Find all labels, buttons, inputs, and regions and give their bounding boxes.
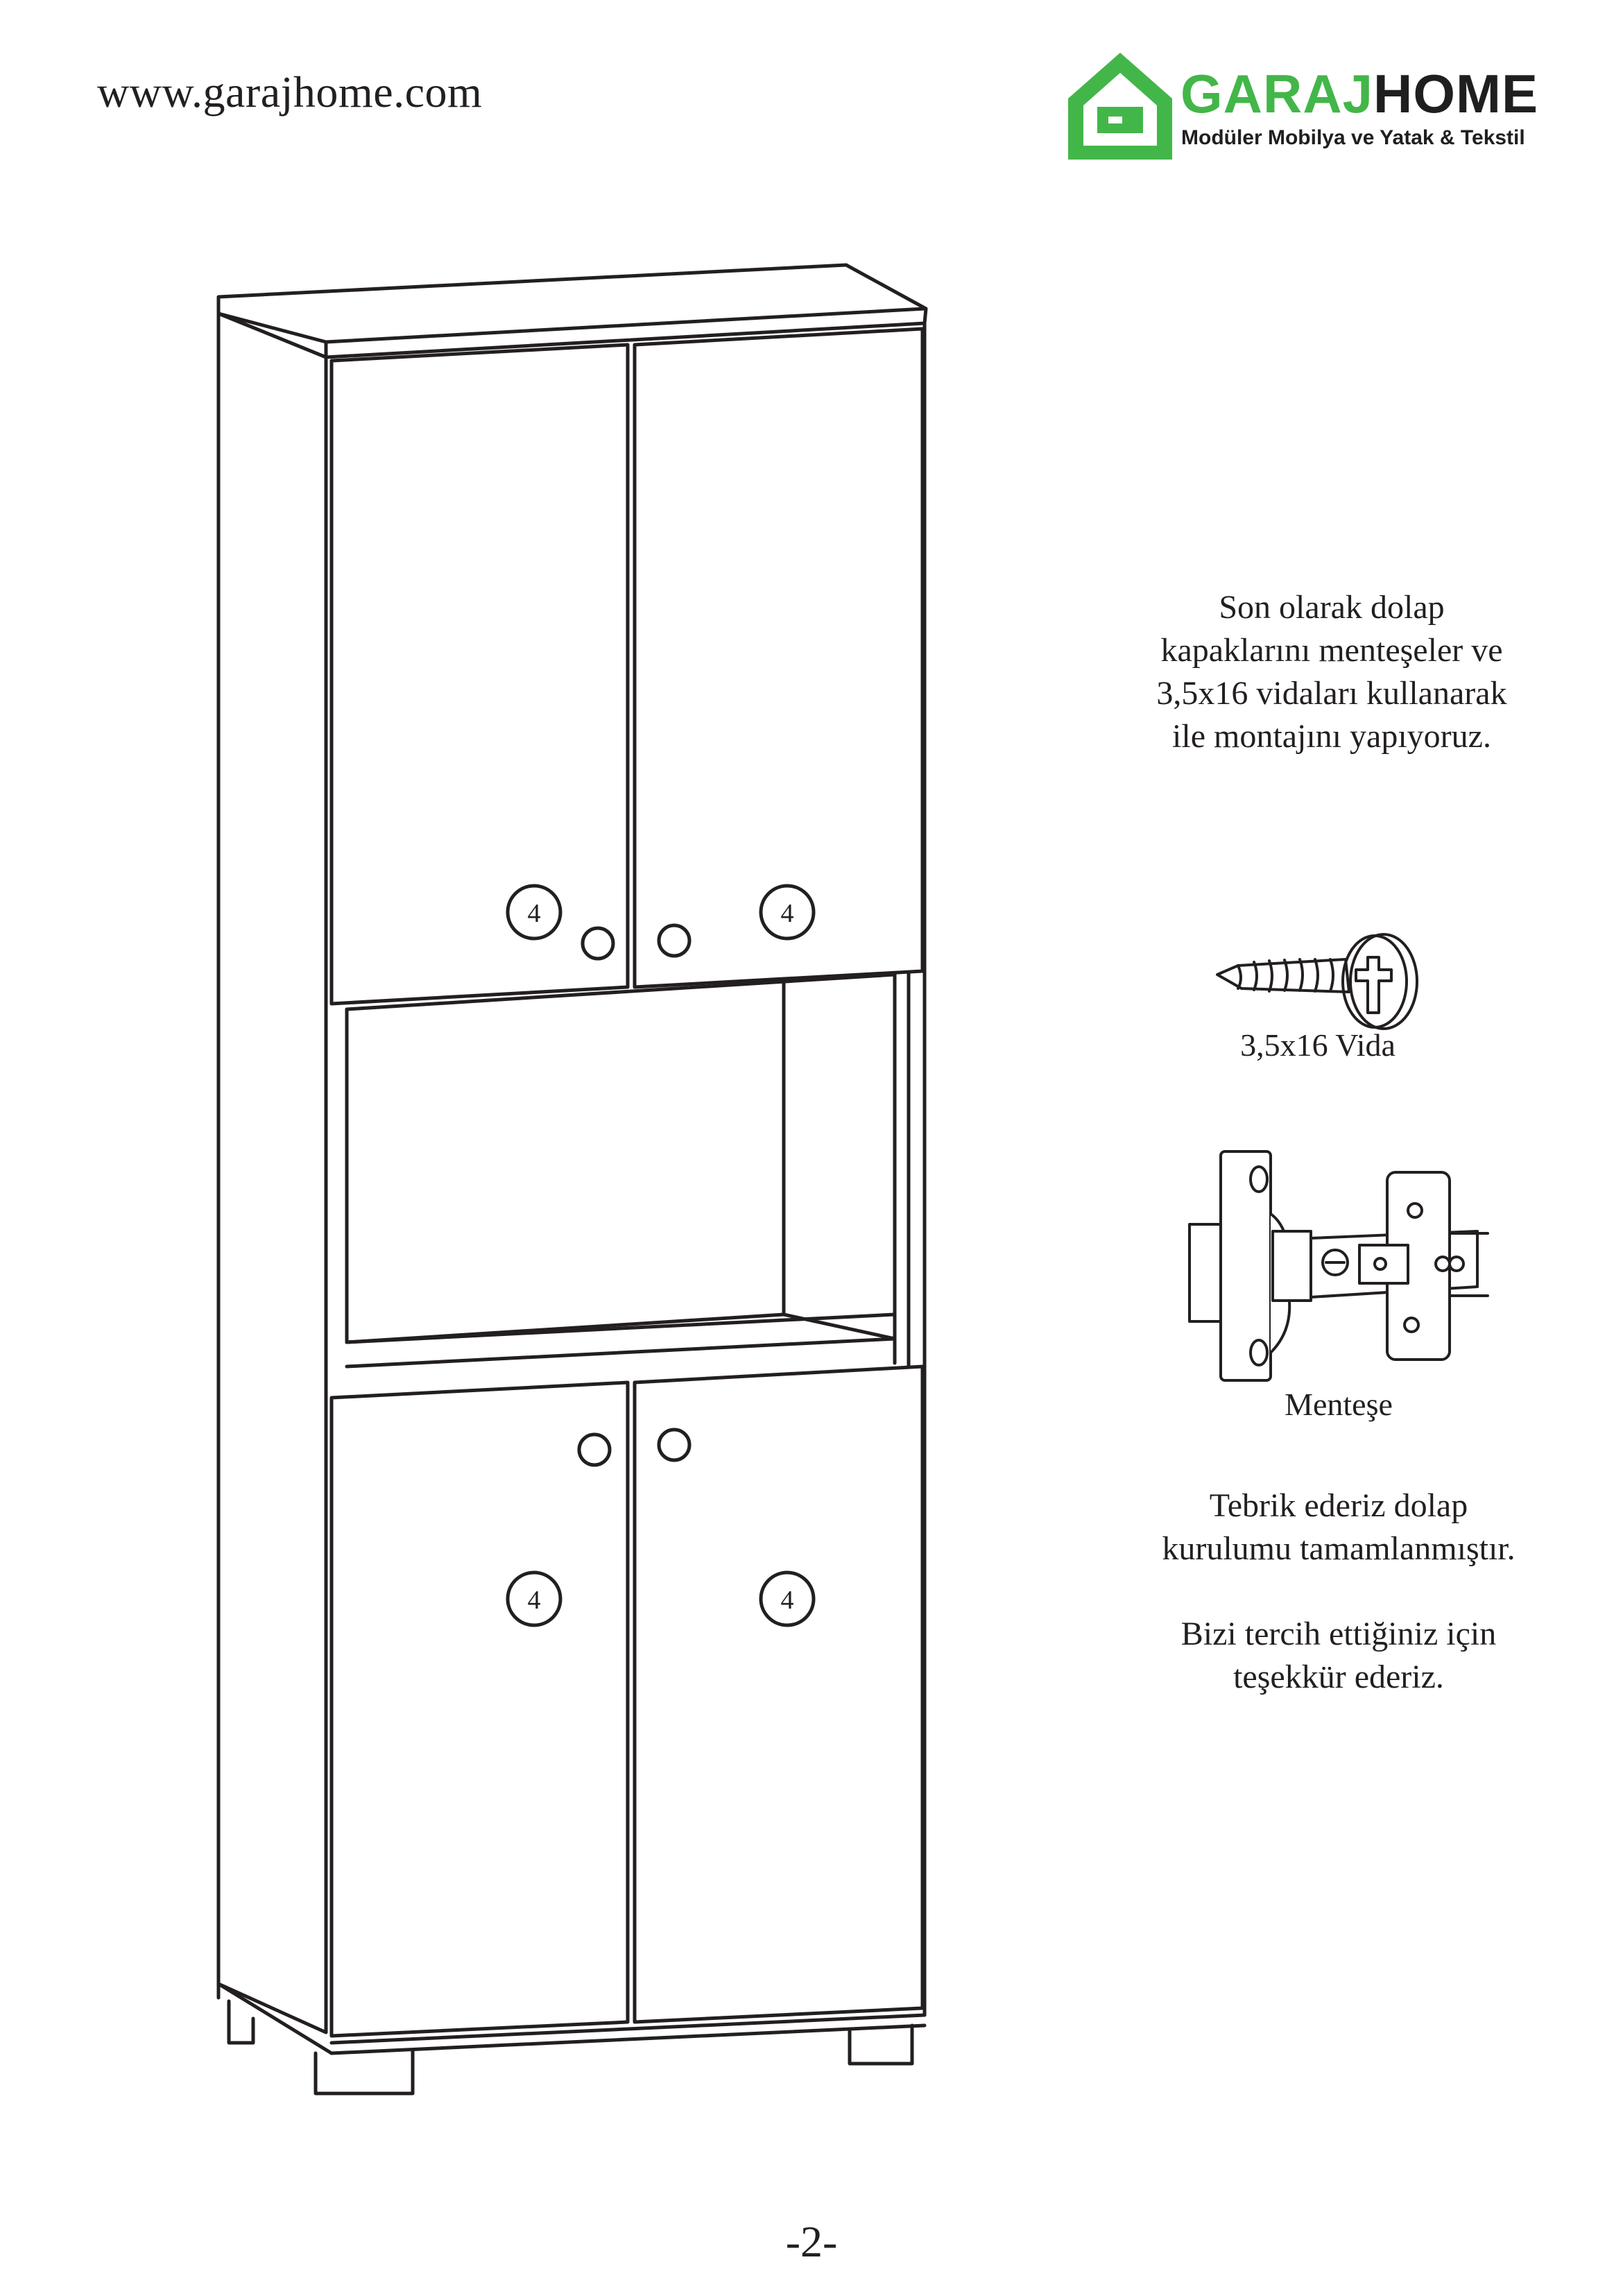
thanks-message xyxy=(1103,1613,1574,1699)
screw-icon xyxy=(1217,934,1417,1029)
step-instruction xyxy=(1110,586,1554,758)
text-line: Tebrik ederiz dolap xyxy=(1209,1487,1468,1524)
hinge-label: Menteşe xyxy=(1285,1387,1393,1422)
cabinet-illustration xyxy=(218,265,926,2093)
hinge-icon xyxy=(1190,1151,1488,1380)
hinge-count-label: 4 xyxy=(527,899,541,928)
text-line: kurulumu tamamlanmıştır. xyxy=(1162,1530,1515,1567)
logo-brand-dark: HOME xyxy=(1373,63,1539,124)
hinge-count-label: 4 xyxy=(780,1586,794,1615)
website-url: www.garajhome.com xyxy=(97,67,483,117)
hinge-count-label: 4 xyxy=(780,899,794,928)
page-number: -2- xyxy=(785,2217,838,2266)
hinge-count-label: 4 xyxy=(527,1586,541,1615)
congrats-message xyxy=(1103,1484,1574,1570)
text-line: teşekkür ederiz. xyxy=(1233,1659,1444,1695)
text-line: Bizi tercih ettiğiniz için xyxy=(1180,1616,1497,1652)
text-line: kapaklarını menteşeler ve xyxy=(1160,632,1503,669)
text-line: 3,5x16 vidaları kullanarak xyxy=(1156,675,1507,712)
text-line: Son olarak dolap xyxy=(1219,589,1445,626)
text-line: ile montajını yapıyoruz. xyxy=(1172,718,1491,755)
screw-label: 3,5x16 Vida xyxy=(1240,1027,1396,1063)
logo-brand-green: GARAJ xyxy=(1180,63,1374,124)
logo-tagline: Modüler Mobilya ve Yatak & Tekstil xyxy=(1181,126,1525,149)
